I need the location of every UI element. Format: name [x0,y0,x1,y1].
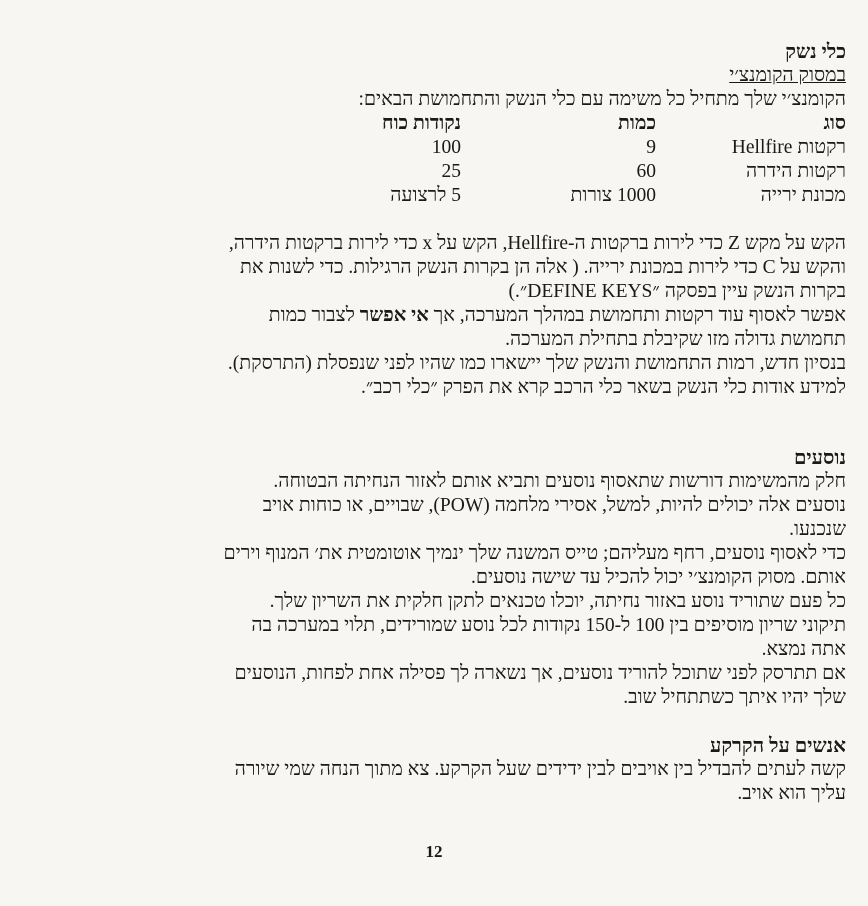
passengers-line: כדי לאסוף נוסעים, רחף מעליהם; טייס המשנה שלך ינמיך אוטומטית את׳ המנוף וירים [223,543,846,564]
passengers-line: אותם. מסוק הקומנצ׳י יכול להכיל עד שישה נוסעים. [470,567,846,588]
weapon-power: 5 לרצועה [390,185,461,206]
weapon-type: רקטות Hellfire [731,137,846,158]
spacer [106,424,846,446]
ground-heading: אנשים על הקרקע [710,735,846,757]
col-type-header: סוג [823,113,846,134]
ammo-text-b: לצבור כמות [268,305,355,326]
ammo-line-1 [106,304,846,328]
ground-line: עליך הוא אויב. [737,783,846,804]
passengers-line: כל פעם שתוריד נוסע באזור נחיתה, יוכלו טכנאים לתקן חלקית את השריון שלך. [269,591,846,612]
weapon-qty: 1000 צורות [570,185,656,206]
spacer [106,400,846,424]
table-row [106,160,846,184]
weapon-power: 25 [441,161,461,182]
weapons-intro: הקומנצ׳י שלך מתחיל כל משימה עם כלי הנשק והתחמושת הבאים: [358,89,846,110]
spacer [106,710,846,734]
spacer [106,208,846,232]
weapon-qty: 9 [646,137,656,158]
table-row [106,136,846,160]
weapon-qty: 60 [636,161,656,182]
weapon-type: מכונת ירייה [760,185,846,206]
ammo-text-a: אפשר לאסוף עוד רקטות ותחמושת במהלך המערכה, אך [433,305,846,326]
comanche-subheading: במסוק הקומנצ׳י [729,65,846,86]
ammo-line-2: תחמושת גדולה מזו שקיבלת בתחילת המערכה. [505,329,846,350]
col-power-header: נקודות כוח [382,113,461,134]
passengers-line: שנכנעו. [789,519,846,540]
passengers-line: אתה נמצא. [761,639,846,660]
weapons-heading: כלי נשק [785,41,846,63]
controls-line-3: בקרות הנשק עיין בפסקה ״DEFINE KEYS״.) [508,281,846,302]
ammo-emphasis: אי אפשר [359,305,429,326]
controls-line-1: הקש על מקש Z כדי לירות ברקטות ה-Hellfire, הקש על x כדי לירות ברקטות הידרה, [228,233,846,254]
table-row [106,184,846,208]
col-qty-header: כמות [618,113,656,134]
ground-line: קשה לעתים להבדיל בין אויבים לבין ידידים שעל הקרקע. צא מתוך הנחה שמי שיורה [234,759,846,780]
vehicles-ref-line: למידע אודות כלי הנשק בשאר כלי הרכב קרא את הפרק ״כלי רכב״. [360,377,846,398]
weapon-type: רקטות הידרה [745,161,846,182]
weapons-table-header [106,112,846,136]
retry-line: בנסיון חדש, רמות התחמושת והנשק שלך יישארו כמו שהיו לפני שנפסלת (התרסקת). [227,353,846,374]
passengers-line: שלך יהיו איתך כשתתחיל שוב. [623,687,846,708]
passengers-line: נוסעים אלה יכולים להיות, למשל, אסירי מלחמה (POW), שבויים, או כוחות אויב [262,495,846,516]
passengers-line: חלק מהמשימות דורשות שתאסוף נוסעים ותביא אותם לאזור הנחיתה הבטוחה. [273,471,846,492]
page-number: 12 [425,842,443,861]
passengers-heading: נוסעים [793,447,846,469]
weapons-table [106,112,846,208]
controls-line-2: והקש על C כדי לירות במכונת ירייה. ( אלה הן בקרות הנשק הרגילות. כדי לשנות את [240,257,846,278]
weapon-power: 100 [431,137,461,158]
page-content [106,40,846,806]
passengers-line: אם תתרסק לפני שתוכל להוריד נוסעים, אך נשארה לך פסילה אחת לפחות, הנוסעים [234,663,846,684]
passengers-line: תיקוני שריון מוסיפים בין 100 ל-150 נקודות לכל נוסע שמורידים, תלוי במערכה בה [251,615,846,636]
